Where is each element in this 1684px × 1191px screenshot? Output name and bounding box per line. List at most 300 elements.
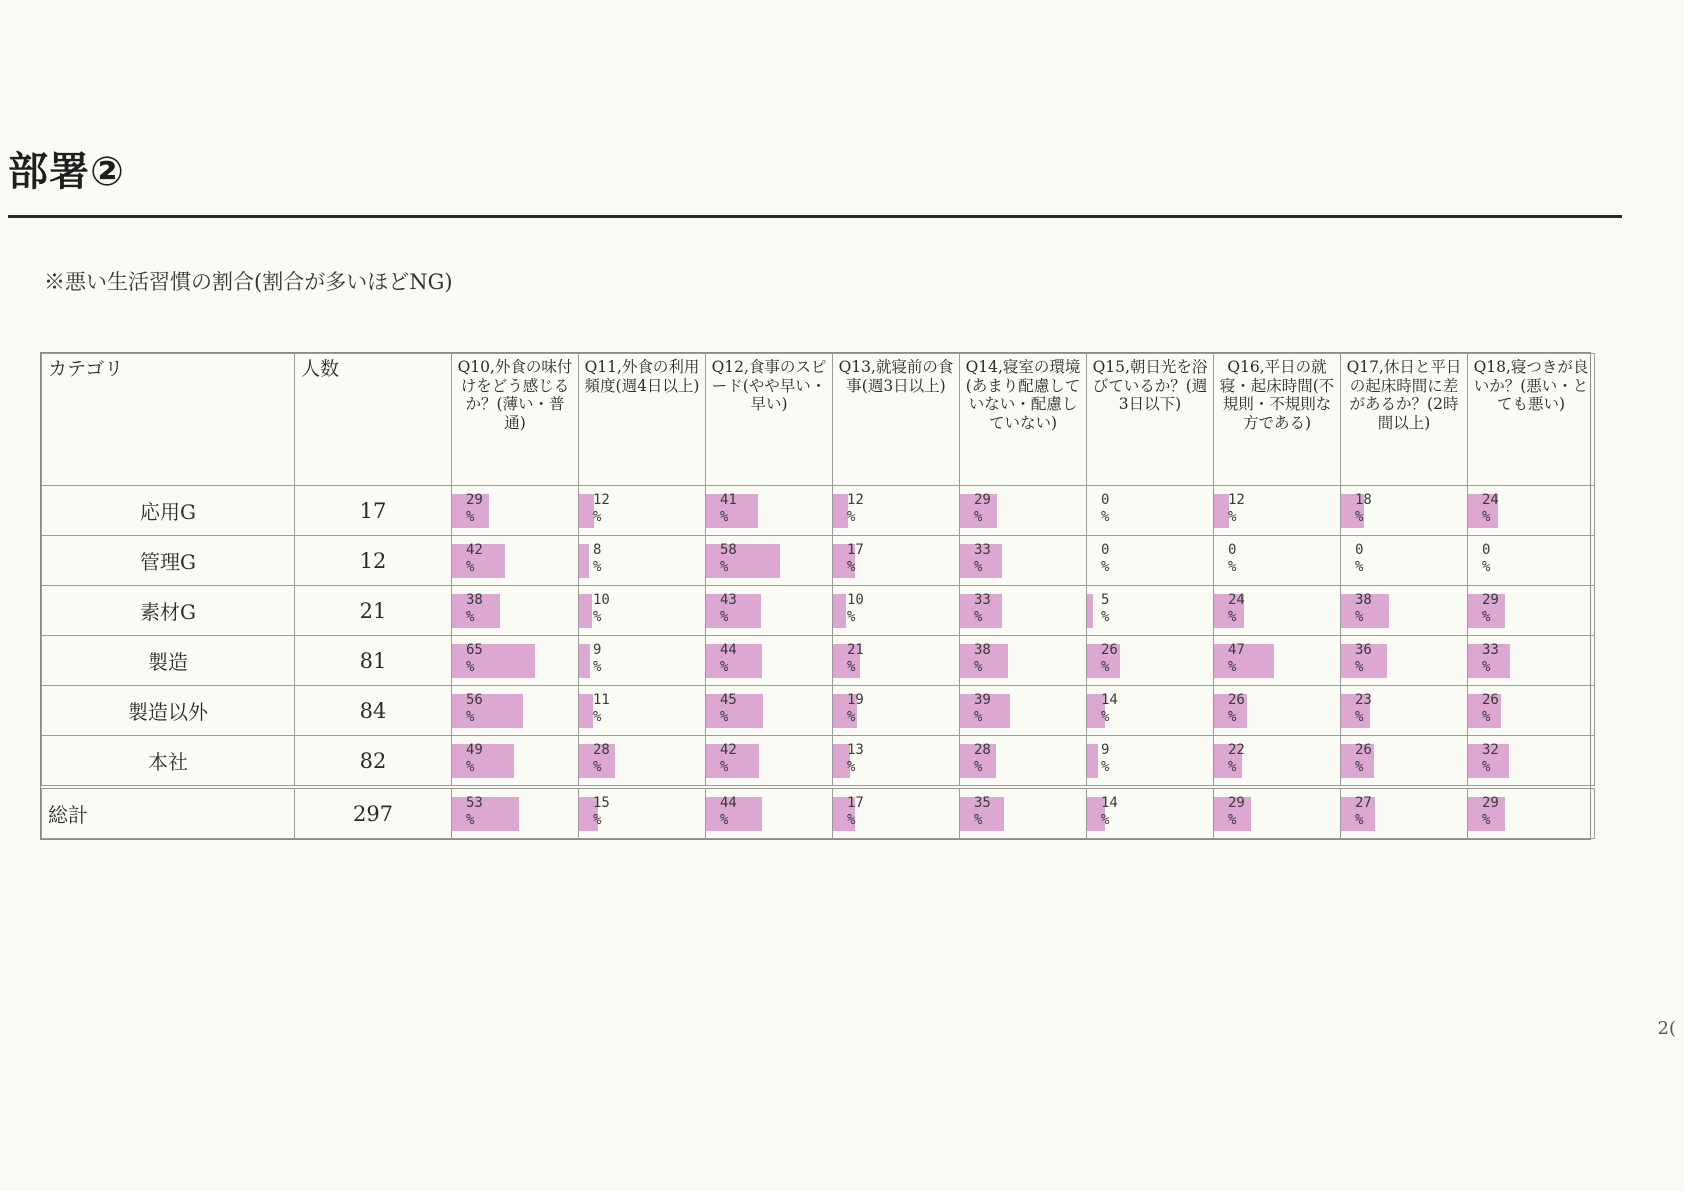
table-row: [42, 736, 1595, 788]
percent-value: 0: [1482, 542, 1491, 558]
percent-value: 42: [720, 742, 737, 758]
percent-value: 18: [1355, 492, 1372, 508]
percent-value: 33: [974, 542, 991, 558]
percent-unit: %: [974, 759, 983, 775]
percent-value: 43: [720, 592, 737, 608]
percent-unit: %: [466, 559, 475, 575]
header-q16: Q16,平日の就寝・起床時間(不規則・不規則な方である): [1214, 354, 1341, 486]
percent-cell-q15: [1087, 586, 1214, 636]
percent-label: [974, 542, 991, 576]
percent-cell-q18: [1468, 736, 1595, 788]
percent-cell-q15: [1087, 686, 1214, 736]
percent-unit: %: [720, 559, 729, 575]
percent-unit: %: [974, 812, 983, 828]
percent-label: [847, 742, 864, 776]
percent-unit: %: [1482, 509, 1491, 525]
table-caption: ※悪い生活習慣の割合(割合が多いほどNG): [44, 270, 453, 294]
percent-unit: %: [847, 659, 856, 675]
percent-value: 0: [1228, 542, 1237, 558]
percent-value: 12: [593, 492, 610, 508]
percent-cell-q12: [706, 736, 833, 788]
percent-value: 44: [720, 795, 737, 811]
percent-value: 27: [1355, 795, 1372, 811]
percent-label: [720, 692, 737, 726]
habits-table-container: [40, 352, 1591, 840]
percent-label: [1228, 542, 1236, 576]
percent-unit: %: [1228, 709, 1237, 725]
percent-label: [1101, 795, 1118, 829]
percent-value: 28: [974, 742, 991, 758]
percent-cell-q10: [452, 586, 579, 636]
percent-cell-q13: [833, 787, 960, 839]
category-cell: 素材G: [42, 586, 295, 636]
percent-value: 32: [1482, 742, 1499, 758]
percent-label: [847, 692, 864, 726]
percent-cell-q18: [1468, 536, 1595, 586]
percent-label: [1228, 642, 1245, 676]
percent-unit: %: [1101, 509, 1110, 525]
percent-label: [1355, 692, 1372, 726]
percent-bar: [452, 694, 523, 728]
percent-value: 14: [1101, 692, 1118, 708]
percent-cell-q18: [1468, 686, 1595, 736]
percent-unit: %: [974, 709, 983, 725]
percent-unit: %: [1101, 559, 1110, 575]
percent-cell-q18: [1468, 787, 1595, 839]
percent-value: 29: [1482, 592, 1499, 608]
percent-cell-q17: [1341, 686, 1468, 736]
percent-cell-q14: [960, 536, 1087, 586]
percent-bar: [452, 744, 514, 778]
percent-unit: %: [466, 659, 475, 675]
percent-cell-q11: [579, 736, 706, 788]
header-q13: Q13,就寝前の食事(週3日以上): [833, 354, 960, 486]
percent-value: 11: [593, 692, 610, 708]
percent-cell-q16: [1214, 787, 1341, 839]
percent-label: [1101, 692, 1118, 726]
percent-label: [1101, 592, 1109, 626]
table-row: [42, 486, 1595, 536]
percent-label: [720, 542, 737, 576]
percent-cell-q18: [1468, 636, 1595, 686]
percent-cell-q16: [1214, 486, 1341, 536]
percent-value: 45: [720, 692, 737, 708]
percent-value: 26: [1228, 692, 1245, 708]
header-category: カテゴリ: [42, 354, 295, 486]
percent-unit: %: [1482, 759, 1491, 775]
percent-unit: %: [720, 509, 729, 525]
percent-unit: %: [1482, 559, 1491, 575]
header-q12: Q12,食事のスピード(やや早い・早い): [706, 354, 833, 486]
percent-label: [1228, 692, 1245, 726]
percent-label: [1228, 492, 1245, 526]
category-cell: 製造: [42, 636, 295, 686]
percent-bar: [833, 494, 848, 528]
percent-cell-q14: [960, 686, 1087, 736]
percent-bar: [1214, 494, 1229, 528]
percent-value: 0: [1101, 542, 1110, 558]
percent-value: 26: [1482, 692, 1499, 708]
percent-cell-q15: [1087, 787, 1214, 839]
percent-unit: %: [593, 659, 602, 675]
percent-cell-q15: [1087, 486, 1214, 536]
percent-bar: [579, 594, 592, 628]
percent-value: 9: [593, 642, 602, 658]
percent-cell-q10: [452, 636, 579, 686]
percent-label: [1228, 592, 1245, 626]
percent-value: 26: [1355, 742, 1372, 758]
percent-value: 38: [466, 592, 483, 608]
category-cell: 管理G: [42, 536, 295, 586]
percent-unit: %: [593, 812, 602, 828]
percent-value: 22: [1228, 742, 1245, 758]
count-cell: 12: [295, 536, 452, 586]
percent-value: 29: [1482, 795, 1499, 811]
percent-bar: [579, 694, 593, 728]
percent-cell-q13: [833, 636, 960, 686]
percent-cell-q17: [1341, 636, 1468, 686]
percent-bar: [452, 644, 535, 678]
percent-label: [720, 742, 737, 776]
percent-value: 10: [593, 592, 610, 608]
percent-label: [720, 592, 737, 626]
percent-unit: %: [720, 659, 729, 675]
percent-unit: %: [974, 659, 983, 675]
percent-value: 41: [720, 492, 737, 508]
percent-value: 9: [1101, 742, 1110, 758]
percent-value: 13: [847, 742, 864, 758]
percent-cell-q18: [1468, 586, 1595, 636]
percent-unit: %: [974, 559, 983, 575]
percent-label: [1101, 542, 1109, 576]
percent-cell-q17: [1341, 586, 1468, 636]
percent-cell-q10: [452, 486, 579, 536]
percent-label: [1355, 542, 1363, 576]
header-count: 人数: [295, 354, 452, 486]
percent-cell-q11: [579, 787, 706, 839]
header-q15: Q15,朝日光を浴びているか？(週3日以下): [1087, 354, 1214, 486]
percent-unit: %: [1228, 609, 1237, 625]
percent-label: [466, 692, 483, 726]
percent-cell-q17: [1341, 536, 1468, 586]
percent-label: [1482, 642, 1499, 676]
percent-unit: %: [593, 609, 602, 625]
percent-value: 17: [847, 542, 864, 558]
percent-cell-q11: [579, 536, 706, 586]
header-q17: Q17,休日と平日の起床時間に差があるか？(2時間以上): [1341, 354, 1468, 486]
percent-unit: %: [1355, 609, 1364, 625]
percent-label: [466, 492, 483, 526]
page-number: 2(: [1657, 1018, 1676, 1039]
percent-unit: %: [1355, 709, 1364, 725]
percent-cell-q16: [1214, 586, 1341, 636]
percent-cell-q10: [452, 736, 579, 788]
percent-unit: %: [1482, 812, 1491, 828]
percent-value: 10: [847, 592, 864, 608]
percent-value: 15: [593, 795, 610, 811]
percent-cell-q16: [1214, 686, 1341, 736]
percent-value: 14: [1101, 795, 1118, 811]
percent-unit: %: [1355, 559, 1364, 575]
percent-value: 0: [1101, 492, 1110, 508]
percent-cell-q17: [1341, 787, 1468, 839]
percent-unit: %: [466, 609, 475, 625]
percent-unit: %: [1101, 709, 1110, 725]
percent-cell-q11: [579, 686, 706, 736]
percent-value: 38: [974, 642, 991, 658]
percent-label: [847, 592, 864, 626]
percent-cell-q15: [1087, 536, 1214, 586]
count-cell: 17: [295, 486, 452, 536]
percent-cell-q14: [960, 486, 1087, 536]
percent-unit: %: [1355, 509, 1364, 525]
percent-value: 12: [1228, 492, 1245, 508]
percent-label: [720, 492, 737, 526]
percent-label: [1482, 795, 1499, 829]
percent-cell-q12: [706, 787, 833, 839]
header-q14: Q14,寝室の環境(あまり配慮していない・配慮していない): [960, 354, 1087, 486]
title-divider: [8, 215, 1622, 218]
percent-value: 0: [1355, 542, 1364, 558]
percent-unit: %: [466, 509, 475, 525]
percent-cell-q16: [1214, 536, 1341, 586]
percent-cell-q12: [706, 636, 833, 686]
habits-table: [41, 353, 1595, 839]
percent-label: [1101, 642, 1118, 676]
header-q10: Q10,外食の味付けをどう感じるか？(薄い・普通): [452, 354, 579, 486]
table-body: [42, 486, 1595, 839]
percent-value: 17: [847, 795, 864, 811]
count-cell: 21: [295, 586, 452, 636]
percent-bar: [706, 544, 780, 578]
percent-unit: %: [847, 509, 856, 525]
percent-cell-q14: [960, 586, 1087, 636]
percent-label: [1228, 795, 1245, 829]
percent-cell-q12: [706, 586, 833, 636]
percent-cell-q13: [833, 486, 960, 536]
percent-bar: [1087, 744, 1098, 778]
percent-value: 47: [1228, 642, 1245, 658]
percent-cell-q12: [706, 486, 833, 536]
percent-label: [974, 795, 991, 829]
count-cell: 297: [295, 787, 452, 839]
percent-cell-q12: [706, 536, 833, 586]
percent-value: 36: [1355, 642, 1372, 658]
percent-label: [466, 742, 483, 776]
percent-label: [1482, 692, 1499, 726]
percent-cell-q16: [1214, 636, 1341, 686]
percent-unit: %: [720, 759, 729, 775]
percent-value: 26: [1101, 642, 1118, 658]
count-cell: 84: [295, 686, 452, 736]
percent-label: [974, 742, 991, 776]
percent-value: 33: [1482, 642, 1499, 658]
count-cell: 81: [295, 636, 452, 686]
percent-value: 49: [466, 742, 483, 758]
percent-unit: %: [1355, 659, 1364, 675]
percent-unit: %: [1228, 812, 1237, 828]
percent-cell-q14: [960, 636, 1087, 686]
percent-unit: %: [974, 509, 983, 525]
percent-label: [1228, 742, 1245, 776]
percent-cell-q11: [579, 486, 706, 536]
percent-value: 21: [847, 642, 864, 658]
percent-cell-q13: [833, 686, 960, 736]
percent-unit: %: [466, 759, 475, 775]
percent-cell-q14: [960, 736, 1087, 788]
percent-cell-q13: [833, 536, 960, 586]
percent-value: 29: [466, 492, 483, 508]
category-cell: 総計: [42, 787, 295, 839]
percent-label: [1355, 742, 1372, 776]
header-row: [42, 354, 1595, 486]
percent-bar: [579, 494, 594, 528]
percent-cell-q10: [452, 787, 579, 839]
percent-unit: %: [1482, 709, 1491, 725]
percent-value: 28: [593, 742, 610, 758]
percent-label: [974, 492, 991, 526]
percent-value: 19: [847, 692, 864, 708]
percent-cell-q10: [452, 686, 579, 736]
percent-unit: %: [466, 812, 475, 828]
percent-label: [847, 542, 864, 576]
percent-unit: %: [1228, 559, 1237, 575]
percent-label: [1101, 492, 1109, 526]
percent-cell-q14: [960, 787, 1087, 839]
percent-unit: %: [720, 609, 729, 625]
percent-cell-q10: [452, 536, 579, 586]
table-row: [42, 636, 1595, 686]
percent-unit: %: [720, 709, 729, 725]
percent-cell-q17: [1341, 486, 1468, 536]
percent-unit: %: [847, 812, 856, 828]
total-row: [42, 787, 1595, 839]
percent-value: 8: [593, 542, 602, 558]
percent-label: [1355, 642, 1372, 676]
percent-unit: %: [593, 709, 602, 725]
percent-unit: %: [847, 609, 856, 625]
percent-cell-q13: [833, 586, 960, 636]
percent-value: 24: [1228, 592, 1245, 608]
percent-bar: [452, 797, 519, 831]
percent-unit: %: [1101, 659, 1110, 675]
table-row: [42, 586, 1595, 636]
percent-label: [593, 795, 610, 829]
percent-label: [593, 642, 601, 676]
percent-label: [847, 795, 864, 829]
category-cell: 応用G: [42, 486, 295, 536]
header-q11: Q11,外食の利用頻度(週4日以上): [579, 354, 706, 486]
percent-unit: %: [466, 709, 475, 725]
percent-unit: %: [1101, 812, 1110, 828]
percent-unit: %: [847, 559, 856, 575]
percent-cell-q13: [833, 736, 960, 788]
percent-label: [1355, 795, 1372, 829]
percent-unit: %: [1101, 759, 1110, 775]
count-cell: 82: [295, 736, 452, 788]
percent-label: [974, 642, 991, 676]
percent-bar: [579, 544, 589, 578]
percent-unit: %: [593, 509, 602, 525]
percent-cell-q17: [1341, 736, 1468, 788]
percent-bar: [833, 594, 846, 628]
percent-value: 53: [466, 795, 483, 811]
percent-value: 5: [1101, 592, 1110, 608]
percent-value: 58: [720, 542, 737, 558]
percent-unit: %: [1482, 659, 1491, 675]
percent-value: 38: [1355, 592, 1372, 608]
percent-value: 65: [466, 642, 483, 658]
percent-unit: %: [974, 609, 983, 625]
percent-cell-q15: [1087, 636, 1214, 686]
percent-label: [593, 592, 610, 626]
percent-label: [466, 795, 483, 829]
percent-unit: %: [1355, 759, 1364, 775]
page-title: 部署②: [8, 149, 125, 195]
percent-label: [720, 795, 737, 829]
percent-value: 56: [466, 692, 483, 708]
percent-cell-q12: [706, 686, 833, 736]
percent-value: 29: [1228, 795, 1245, 811]
percent-label: [847, 492, 864, 526]
percent-label: [1101, 742, 1109, 776]
percent-unit: %: [1101, 609, 1110, 625]
category-cell: 製造以外: [42, 686, 295, 736]
percent-value: 35: [974, 795, 991, 811]
percent-value: 33: [974, 592, 991, 608]
percent-cell-q16: [1214, 736, 1341, 788]
percent-unit: %: [847, 759, 856, 775]
percent-label: [466, 542, 483, 576]
percent-unit: %: [720, 812, 729, 828]
percent-value: 12: [847, 492, 864, 508]
header-q18: Q18,寝つきが良いか？(悪い・とても悪い): [1468, 354, 1595, 486]
percent-value: 44: [720, 642, 737, 658]
table-row: [42, 536, 1595, 586]
percent-unit: %: [1355, 812, 1364, 828]
percent-value: 39: [974, 692, 991, 708]
percent-cell-q18: [1468, 486, 1595, 536]
percent-unit: %: [593, 559, 602, 575]
percent-label: [974, 592, 991, 626]
percent-label: [1482, 542, 1490, 576]
percent-cell-q15: [1087, 736, 1214, 788]
percent-label: [974, 692, 991, 726]
percent-label: [593, 692, 610, 726]
percent-label: [1482, 492, 1499, 526]
percent-value: 23: [1355, 692, 1372, 708]
percent-label: [1482, 592, 1499, 626]
percent-label: [466, 642, 483, 676]
percent-value: 29: [974, 492, 991, 508]
percent-label: [1355, 592, 1372, 626]
percent-unit: %: [593, 759, 602, 775]
table-row: [42, 686, 1595, 736]
percent-bar: [579, 644, 590, 678]
percent-value: 42: [466, 542, 483, 558]
percent-bar: [1087, 594, 1093, 628]
percent-unit: %: [1228, 659, 1237, 675]
percent-label: [847, 642, 864, 676]
percent-cell-q11: [579, 586, 706, 636]
percent-label: [593, 742, 610, 776]
percent-label: [1355, 492, 1372, 526]
percent-unit: %: [1228, 759, 1237, 775]
percent-label: [593, 542, 601, 576]
percent-label: [720, 642, 737, 676]
percent-label: [593, 492, 610, 526]
percent-unit: %: [1228, 509, 1237, 525]
